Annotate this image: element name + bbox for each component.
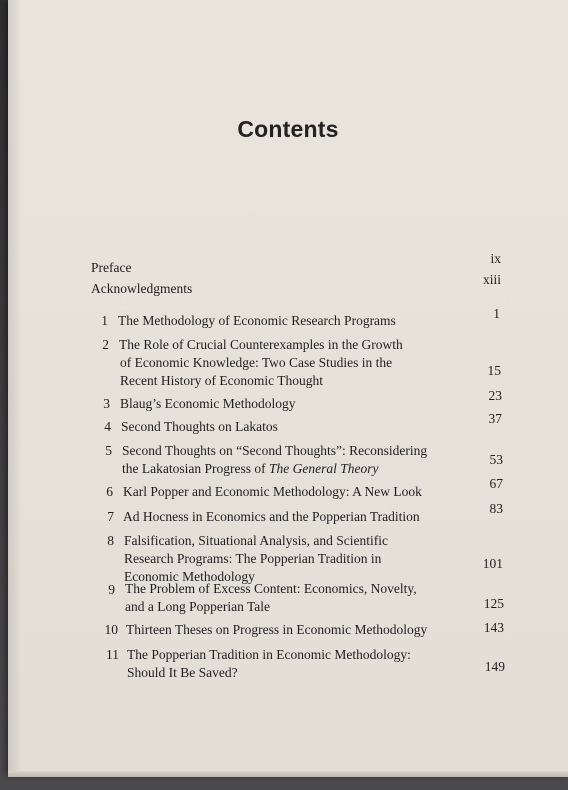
toc-chapter-title-cont: Recent History of Economic Thought [120, 373, 323, 388]
toc-chapter-title-italic: The General Theory [268, 461, 379, 476]
toc-chapter-number: 5 [105, 443, 112, 458]
toc-chapter-page: 1 [493, 306, 500, 321]
toc-chapter-title-cont: Economic Methodology [124, 569, 255, 584]
toc-acknowledgments-page: xiii [482, 272, 501, 287]
toc-chapter-title: Falsification, Situational Analysis, and Scientific [124, 533, 388, 548]
toc-chapter-title-cont: of Economic Knowledge: Two Case Studies in the [120, 355, 393, 370]
toc-chapter-page: 125 [483, 596, 504, 611]
toc-chapter-page: 53 [489, 452, 503, 467]
toc-preface-label: Preface [91, 260, 132, 275]
toc-chapter-title: The Problem of Excess Content: Economics, Novelty, [125, 581, 417, 596]
toc-chapter-page: 149 [484, 659, 505, 674]
toc-chapter-page: 83 [489, 501, 503, 516]
toc-chapter-title-cont: Should It Be Saved? [127, 665, 238, 680]
toc-acknowledgments-label: Acknowledgments [91, 281, 193, 296]
page-bottom-edge [8, 771, 568, 777]
toc-chapter-number: 11 [106, 647, 119, 662]
toc-chapter-title: Karl Popper and Economic Methodology: A New Look [123, 484, 422, 499]
toc-chapter-page: 101 [482, 556, 503, 571]
toc-chapter-number: 4 [104, 419, 111, 434]
toc-chapter-title-cont: Research Programs: The Popperian Tradition in [124, 551, 382, 566]
toc-chapter-number: 8 [107, 533, 114, 548]
page-title: Contents [237, 116, 339, 142]
toc-chapter-title-cont [122, 460, 378, 478]
toc-chapter-number: 7 [107, 509, 114, 524]
toc-chapter-number: 1 [101, 313, 108, 328]
toc-chapter-number: 6 [106, 484, 113, 499]
toc-chapter-title: Thirteen Theses on Progress in Economic Methodology [126, 622, 428, 637]
toc-chapter-number: 9 [108, 582, 115, 597]
toc-chapter-title-text: the Lakatosian Progress of [122, 461, 269, 476]
toc-chapter-title: Ad Hocness in Economics and the Popperian Tradition [123, 509, 420, 524]
toc-chapter-title: Second Thoughts on Lakatos [121, 419, 278, 434]
toc-chapter-title: Blaug’s Economic Methodology [120, 396, 296, 411]
toc-chapter-number: 10 [104, 622, 118, 637]
toc-chapter-title: The Methodology of Economic Research Programs [118, 313, 396, 328]
toc-chapter-page: 23 [488, 388, 502, 403]
toc-chapter-page: 15 [487, 363, 501, 378]
toc-chapter-title: The Role of Crucial Counterexamples in the Growth [119, 337, 403, 352]
toc-preface-page: ix [490, 251, 501, 266]
toc-chapter-title: Second Thoughts on “Second Thoughts”: Reconsidering [122, 443, 428, 458]
toc-chapter-title: The Popperian Tradition in Economic Methodology: [127, 647, 411, 662]
toc-chapter-page: 67 [489, 476, 503, 491]
toc-chapter-page: 143 [483, 620, 504, 635]
toc-chapter-number: 3 [103, 396, 110, 411]
toc-chapter-page: 37 [488, 411, 502, 426]
toc-chapter-number: 2 [102, 337, 109, 352]
toc-chapter-title-cont: and a Long Popperian Tale [125, 599, 271, 614]
